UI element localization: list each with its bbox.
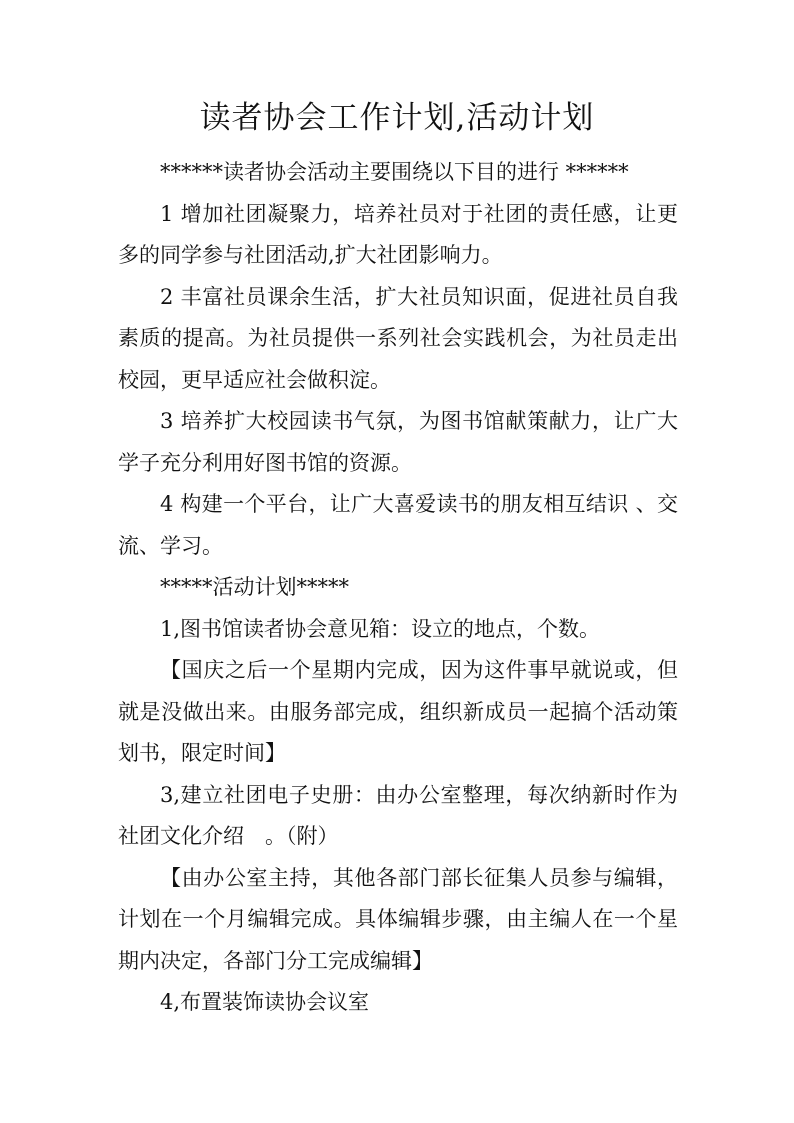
paragraph-plan-1-note: 【国庆之后一个星期内完成，因为这件事早就说或，但就是没做出来。由服务部完成，组织新成员一起搞个活动策划书，限定时间】 — [118, 658, 678, 765]
document-body — [118, 152, 678, 1024]
paragraph-purpose-2: 2 丰富社员课余生活，扩大社员知识面，促进社员自我素质的提高。为社员提供一系列社会实践机会，为社员走出校园，更早适应社会做积淀。 — [118, 284, 678, 392]
paragraph-plan-3-note: 【由办公室主持，其他各部门部长征集人员参与编辑，计划在一个月编辑完成。具体编辑步骤，由主编人在一个星期内决定，各部门分工完成编辑】 — [118, 865, 678, 973]
paragraph-purpose-4: 4 构建一个平台，让广大喜爱读书的朋友相互结识 、交流、学习。 — [118, 492, 678, 558]
document-title: 读者协会工作计划,活动计划 — [199, 100, 595, 136]
paragraph-plan-3: 3,建立社团电子史册：由办公室整理，每次纳新时作为社团文化介绍 。（附） — [118, 782, 678, 848]
section-heading-activity-plan: *****活动计划***** — [160, 575, 349, 599]
paragraph-purpose-3: 3 培养扩大校园读书气氛，为图书馆献策献力，让广大学子充分利用好图书馆的资源。 — [118, 409, 678, 475]
paragraph-plan-1: 1,图书馆读者协会意见箱：设立的地点，个数。 — [160, 616, 601, 641]
paragraph-purpose-1: 1 增加社团凝聚力，培养社员对于社团的责任感，让更多的同学参与社团活动,扩大社团影响力。 — [118, 201, 678, 267]
section-heading-purpose: ******读者协会活动主要围绕以下目的进行 ****** — [160, 160, 629, 184]
paragraph-plan-4: 4,布置装饰读协会议室 — [160, 990, 370, 1014]
